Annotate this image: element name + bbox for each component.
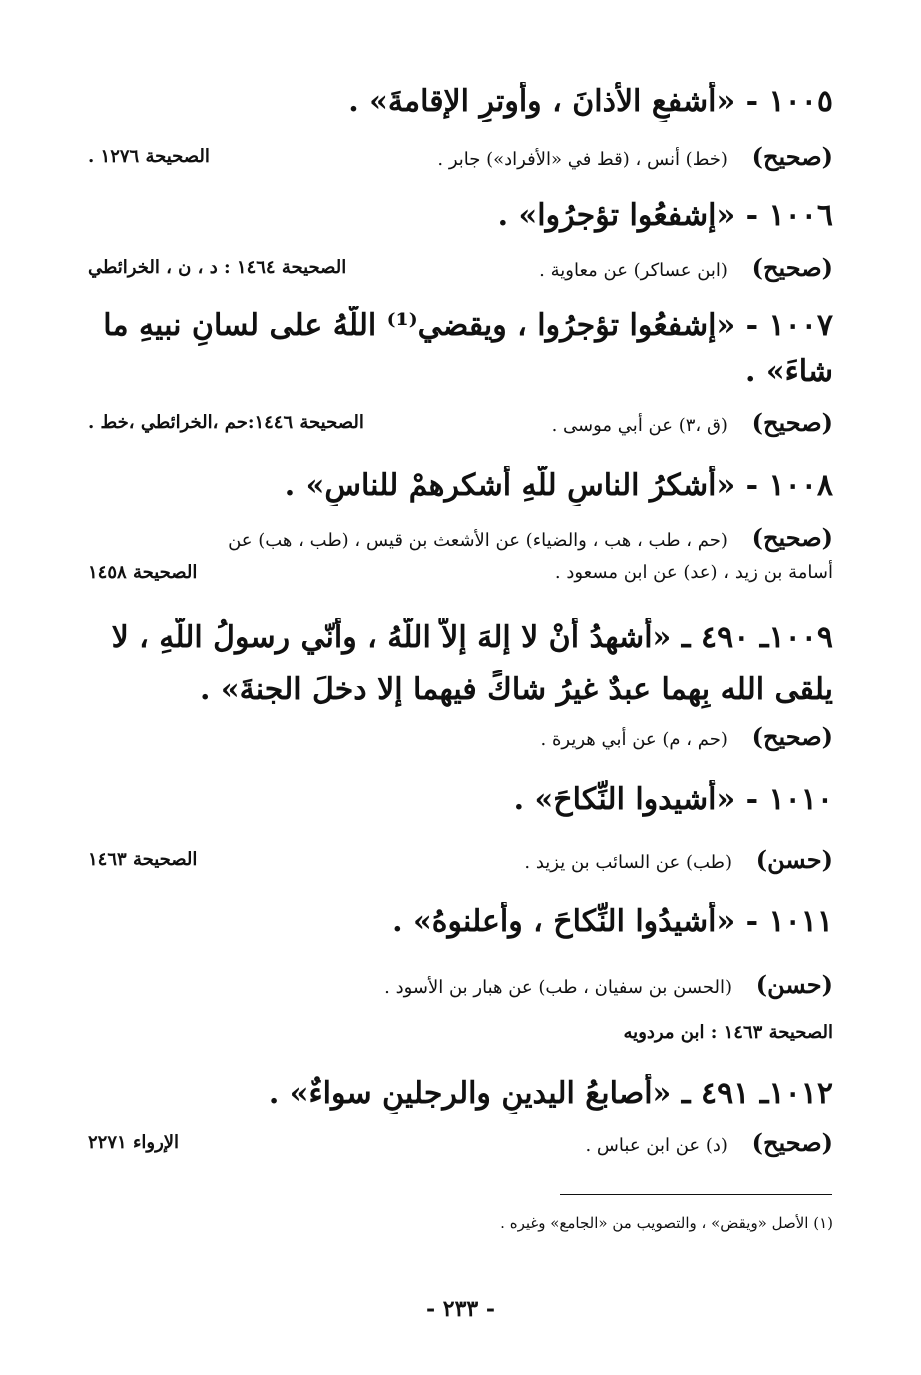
- grade-label: (صحيح): [751, 523, 833, 552]
- source-line-1010: [88, 845, 833, 878]
- source-text: (د) عن ابن عباس .: [585, 1135, 728, 1156]
- grade-label: (صحيح): [751, 408, 833, 437]
- source-line-1008: [88, 523, 833, 556]
- grade-label: (صحيح): [751, 722, 833, 751]
- hadith-1012: ١٠١٢ـ ٤٩١ ـ «أصابعُ اليدينِ والرجلينِ سواءٌ» .: [268, 1076, 833, 1111]
- source-text: (ق ،٣) عن أبي موسى .: [551, 415, 728, 436]
- hadith-1009: ١٠٠٩ـ ٤٩٠ ـ «أشهدُ أنْ لا إلهَ إلاّ اللّهُ ، وأنّي رسولُ اللّهِ ، لا: [111, 620, 833, 655]
- source-line-1007: [88, 408, 833, 441]
- page-number: - ٢٣٣ -: [425, 1296, 496, 1322]
- hadith-1011: ١٠١١ - «أشيدُوا النِّكاحَ ، وأعلنوهُ» .: [392, 904, 833, 939]
- hadith-1008: ١٠٠٨ - «أشكرُ الناسِ للّهِ أشكرهمْ للناسِ» .: [284, 468, 833, 503]
- reference-line-1011: الصحيحة ١٤٦٣ : ابن مردويه: [623, 1022, 833, 1043]
- hadith-1006: ١٠٠٦ - «إشفعُوا تؤجرُوا» .: [497, 198, 833, 233]
- footnote-divider: [560, 1194, 832, 1195]
- source-line-1008-2: [88, 558, 833, 588]
- source-text: (طب) عن السائب بن يزيد .: [524, 852, 733, 873]
- source-line-1005: [88, 142, 833, 175]
- source-line-1012: [88, 1128, 833, 1161]
- hadith-1005: ١٠٠٥ - «أشفعِ الأذانَ ، وأوترِ الإقامةَ» .: [348, 84, 833, 119]
- source-text: (الحسن بن سفيان ، طب) عن هبار بن الأسود .: [384, 977, 733, 998]
- grade-label: (حسن): [755, 845, 833, 874]
- source-line-1006: [88, 253, 833, 286]
- source-line-1009: [88, 722, 833, 755]
- hadith-1007: ١٠٠٧ - «إشفعُوا تؤجرُوا ، ويقضي⁽¹⁾ اللّهُ على لسانِ نبيهِ ما: [103, 308, 833, 343]
- reference: الصحيحة ١٤٦٤ : د ، ن ، الخرائطي: [88, 257, 347, 278]
- grade-label: (صحيح): [751, 142, 833, 171]
- grade-label: (حسن): [755, 970, 833, 999]
- grade-label: (صحيح): [751, 253, 833, 282]
- reference: الصحيحة ١٤٥٨: [88, 562, 198, 583]
- grade-label: (صحيح): [751, 1128, 833, 1157]
- reference: الصحيحة ١٤٦٣: [88, 849, 198, 870]
- hadith-1007-continuation: شاءَ» .: [744, 354, 833, 389]
- footnote: (١) الأصل «ويقض» ، والتصويب من «الجامع» وغيره .: [500, 1214, 833, 1232]
- source-line-1011: [88, 970, 833, 1003]
- source-text: (حم ، م) عن أبي هريرة .: [540, 729, 728, 750]
- reference: الصحيحة ١٢٧٦ .: [88, 146, 210, 167]
- source-text: (حم ، طب ، هب ، والضياء) عن الأشعث بن قيس ، (طب ، هب) عن: [228, 530, 728, 551]
- source-text: أسامة بن زيد ، (عد) عن ابن مسعود .: [554, 562, 833, 583]
- hadith-1010: ١٠١٠ - «أشيدوا النِّكاحَ» .: [513, 782, 833, 817]
- reference: الصحيحة ١٤٤٦:حم ،الخرائطي ،خط .: [88, 412, 364, 433]
- source-text: (ابن عساكر) عن معاوية .: [539, 260, 728, 281]
- hadith-1009-continuation: يلقى الله بِهما عبدٌ غيرُ شاكٍّ فيهما إلا دخلَ الجنةَ» .: [199, 672, 833, 707]
- reference: الإرواء ٢٢٧١: [88, 1132, 180, 1153]
- source-text: (خط) أنس ، (قط في «الأفراد») جابر .: [437, 149, 728, 170]
